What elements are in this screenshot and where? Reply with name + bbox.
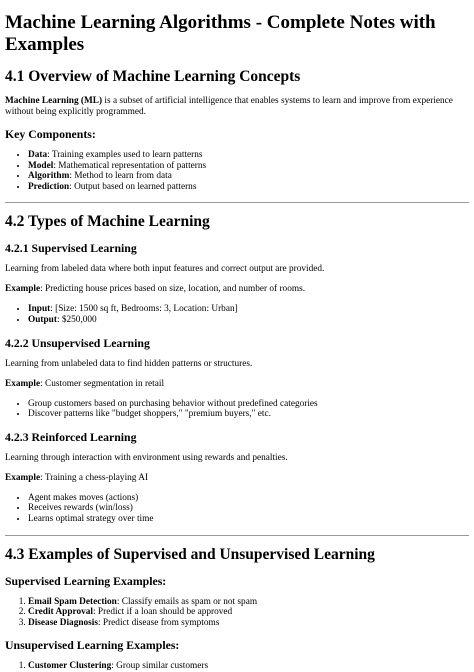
reinforced-heading: 4.2.3 Reinforced Learning <box>5 429 137 444</box>
supervised-examples-list <box>5 597 469 629</box>
item-desc: : Mathematical representation of patterns <box>53 160 207 171</box>
example-text: : Training a chess-playing AI <box>40 472 149 483</box>
section-examples <box>5 546 469 672</box>
list-item <box>28 315 469 326</box>
supervised-heading: 4.2.1 Supervised Learning <box>5 241 137 256</box>
unsupervised-examples-list <box>5 661 469 672</box>
example-text: : Customer segmentation in retail <box>40 378 165 389</box>
section-divider <box>5 535 469 536</box>
example-label: Example <box>5 284 41 295</box>
reinforced-example <box>5 473 469 484</box>
list-item: • Agent makes moves (actions) <box>28 493 469 504</box>
section-heading-examples: 4.3 Examples of Supervised and Unsupervised Learning <box>5 545 375 563</box>
list-item <box>28 661 469 672</box>
item-term: Disease Diagnosis <box>28 617 98 628</box>
list-item <box>28 161 469 172</box>
item-term: Algorithm <box>28 171 70 182</box>
supervised-list <box>5 304 469 325</box>
list-item <box>28 607 469 618</box>
item-desc: : $250,000 <box>56 314 97 325</box>
unsupervised-example <box>5 379 469 390</box>
section-overview <box>5 68 469 192</box>
example-label: Example <box>5 378 41 389</box>
list-item <box>28 171 469 182</box>
item-term: Credit Approval <box>28 607 94 618</box>
item-desc: : Predict disease from symptoms <box>98 617 220 628</box>
unsupervised-examples-heading: Unsupervised Learning Examples: <box>5 638 180 653</box>
supervised-desc: Learning from labeled data where both input features and correct output are provided. <box>5 264 325 275</box>
unsupervised-heading: 4.2.2 Unsupervised Learning <box>5 335 150 350</box>
example-text: : Predicting house prices based on size, location, and number of rooms. <box>40 284 306 295</box>
item-desc: : Training examples used to learn patterns <box>47 150 203 160</box>
item-desc: : Predict if a loan should be approved <box>93 607 233 618</box>
unsupervised-list <box>5 399 469 420</box>
key-components-list <box>5 150 469 192</box>
item-term: Customer Clustering <box>28 661 112 672</box>
ml-definition-text: is a subset of artificial intelligence that enables systems to learn and improve from experience without being explicitly programmed. <box>5 96 453 117</box>
supervised-example <box>5 284 469 295</box>
item-term: Output <box>28 314 57 325</box>
ml-definition <box>5 96 469 118</box>
example-label: Example <box>5 472 41 483</box>
list-item <box>28 618 469 629</box>
unsupervised-desc: Learning from unlabeled data to find hidden patterns or structures. <box>5 358 253 369</box>
item-term: Data <box>28 150 48 160</box>
section-divider <box>5 202 469 203</box>
section-heading-types: 4.2 Types of Machine Learning <box>5 213 210 231</box>
list-item: • Receives rewards (win/loss) <box>28 503 469 514</box>
item-desc: : [Size: 1500 sq ft, Bedrooms: 3, Location: Urban] <box>50 304 238 315</box>
item-term: Email Spam Detection <box>28 596 117 607</box>
list-item <box>28 304 469 315</box>
list-item <box>28 597 469 608</box>
reinforced-desc: Learning through interaction with environment using rewards and penalties. <box>5 452 288 463</box>
page-title: Machine Learning Algorithms - Complete Notes with Examples <box>5 12 436 55</box>
section-heading-overview: 4.1 Overview of Machine Learning Concepts <box>5 68 301 85</box>
supervised-examples-heading: Supervised Learning Examples: <box>5 573 167 588</box>
item-term: Model <box>28 160 54 171</box>
key-components-heading: Key Components: <box>5 127 96 141</box>
list-item <box>28 150 469 161</box>
list-item: • Group customers based on purchasing behavior without predefined categories <box>28 399 469 410</box>
item-desc: : Classify emails as spam or not spam <box>116 596 258 607</box>
list-item: • Discover patterns like "budget shoppers," "premium buyers," etc. <box>28 409 469 420</box>
list-item <box>28 182 469 193</box>
item-desc: : Method to learn from data <box>69 171 172 182</box>
item-desc: : Output based on learned patterns <box>69 181 197 192</box>
reinforced-list <box>5 493 469 525</box>
section-types <box>5 213 469 524</box>
item-term: Prediction <box>28 181 70 192</box>
item-term: Input <box>28 304 51 315</box>
item-desc: : Group similar customers <box>111 661 209 672</box>
list-item: • Learns optimal strategy over time <box>28 514 469 525</box>
ml-term: Machine Learning (ML) <box>5 96 103 106</box>
